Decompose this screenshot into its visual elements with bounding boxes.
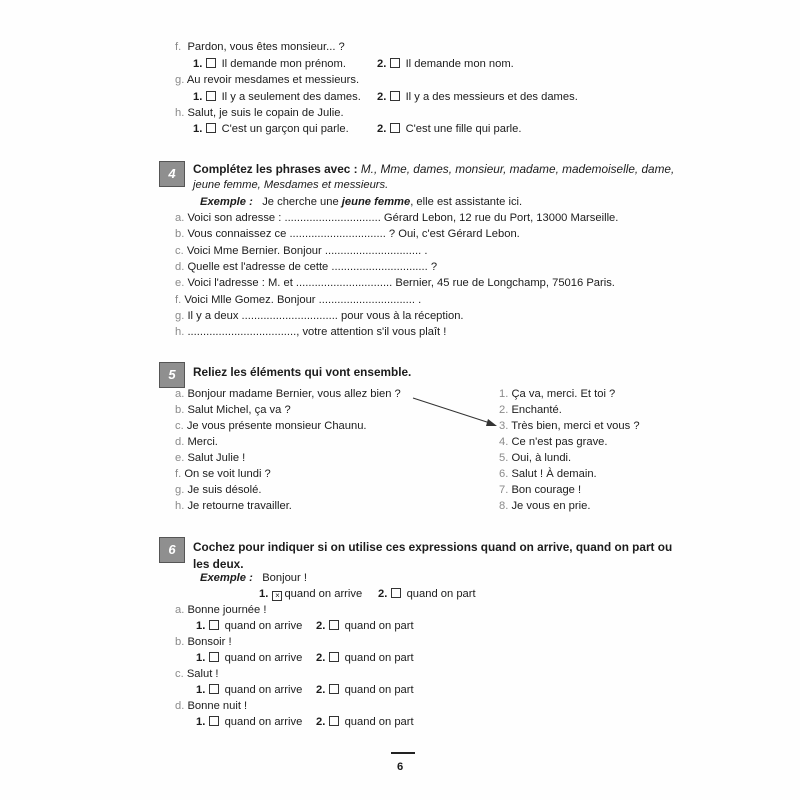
checkbox[interactable] <box>209 620 219 630</box>
exercise-5-badge: 5 <box>159 362 185 388</box>
ex3-item-g-option-2[interactable]: 2. Il y a des messieurs et des dames. <box>377 91 578 103</box>
ex4-item: a. Voici son adresse : ............................... Gérard Lebon, 12 rue du Port, 13000 Marseille. <box>175 212 619 224</box>
ex3-item-h-option-2[interactable]: 2. C'est une fille qui parle. <box>377 123 522 135</box>
exercise-4-example: Exemple : Je cherche une jeune femme, elle est assistante ici. <box>200 196 523 208</box>
ex5-left-item[interactable]: g. Je suis désolé. <box>175 484 262 496</box>
checkbox <box>391 588 401 598</box>
ex6-item-option-1[interactable]: 1. quand on arrive <box>196 684 303 696</box>
ex5-left-item[interactable]: e. Salut Julie ! <box>175 452 246 464</box>
exercise-4-badge: 4 <box>159 161 185 187</box>
ex6-item-option-1[interactable]: 1. quand on arrive <box>196 652 303 664</box>
checkbox[interactable] <box>329 652 339 662</box>
exercise-6-example: Exemple : Bonjour ! <box>200 572 307 584</box>
ex5-right-item[interactable]: 4. Ce n'est pas grave. <box>499 436 608 448</box>
ex4-item: e. Voici l'adresse : M. et ............................... Bernier, 45 rue de Longchamp, 75016 Paris. <box>175 277 615 289</box>
ex6-item: d. Bonne nuit ! <box>175 700 248 712</box>
ex5-right-item[interactable]: 2. Enchanté. <box>499 404 562 416</box>
ex6-item-option-2[interactable]: 2. quand on part <box>316 652 414 664</box>
page-number: 6 <box>397 761 404 773</box>
ex5-right-item[interactable]: 8. Je vous en prie. <box>499 500 591 512</box>
ex3-item-h: h. Salut, je suis le copain de Julie. <box>175 107 344 119</box>
exercise-4-title-cont: jeune femme, Mesdames et messieurs. <box>193 179 389 191</box>
ex4-item: d. Quelle est l'adresse de cette ............................... ? <box>175 261 438 273</box>
checkbox[interactable] <box>209 684 219 694</box>
ex5-right-item[interactable]: 3. Très bien, merci et vous ? <box>499 420 640 432</box>
ex4-item: f. Voici Mlle Gomez. Bonjour ............................... . <box>175 294 422 306</box>
ex4-item: c. Voici Mme Bernier. Bonjour ............................... . <box>175 245 428 257</box>
ex3-item-f-option-1[interactable]: 1. Il demande mon prénom. <box>193 58 346 70</box>
ex6-item-option-1[interactable]: 1. quand on arrive <box>196 620 303 632</box>
ex5-right-item[interactable]: 5. Oui, à lundi. <box>499 452 572 464</box>
exercise-6-title: Cochez pour indiquer si on utilise ces expressions quand on arrive, quand on part ou <box>193 540 673 554</box>
ex6-item: c. Salut ! <box>175 668 219 680</box>
checkbox[interactable] <box>329 684 339 694</box>
ex5-left-item[interactable]: f. On se voit lundi ? <box>175 468 271 480</box>
exercise-6-badge: 6 <box>159 537 185 563</box>
ex5-right-item[interactable]: 7. Bon courage ! <box>499 484 582 496</box>
ex4-item: b. Vous connaissez ce ............................... ? Oui, c'est Gérard Lebon. <box>175 228 520 240</box>
ex6-item-option-2[interactable]: 2. quand on part <box>316 684 414 696</box>
ex3-item-h-option-1[interactable]: 1. C'est un garçon qui parle. <box>193 123 349 135</box>
ex6-item-option-1[interactable]: 1. quand on arrive <box>196 716 303 728</box>
ex5-right-item[interactable]: 1. Ça va, merci. Et toi ? <box>499 388 616 400</box>
ex5-left-item[interactable]: d. Merci. <box>175 436 218 448</box>
ex6-item: a. Bonne journée ! <box>175 604 267 616</box>
checkbox[interactable] <box>329 716 339 726</box>
ex6-item-option-2[interactable]: 2. quand on part <box>316 620 414 632</box>
ex6-item: b. Bonsoir ! <box>175 636 232 648</box>
ex3-item-f: f. Pardon, vous êtes monsieur... ? <box>175 41 345 53</box>
ex6-item-option-2[interactable]: 2. quand on part <box>316 716 414 728</box>
ex4-item: h. ..................................., votre attention s'il vous plaît ! <box>175 326 447 338</box>
ex5-left-item[interactable]: a. Bonjour madame Bernier, vous allez bien ? <box>175 388 401 400</box>
checkbox[interactable] <box>329 620 339 630</box>
ex3-item-g: g. Au revoir mesdames et messieurs. <box>175 74 360 86</box>
ex5-left-item[interactable]: b. Salut Michel, ça va ? <box>175 404 291 416</box>
ex3-item-g-option-1[interactable]: 1. Il y a seulement des dames. <box>193 91 361 103</box>
checkbox[interactable] <box>209 716 219 726</box>
ex4-item: g. Il y a deux ............................... pour vous à la réception. <box>175 310 464 322</box>
ex5-left-item[interactable]: c. Je vous présente monsieur Chaunu. <box>175 420 367 432</box>
ex5-right-item[interactable]: 6. Salut ! À demain. <box>499 468 597 480</box>
exercise-6-example-option-2: 2. quand on part <box>378 588 476 600</box>
exercise-4-title: Complétez les phrases avec : M., Mme, dames, monsieur, madame, mademoiselle, dame, <box>193 162 675 176</box>
checkbox[interactable] <box>209 652 219 662</box>
checked-checkbox: × <box>272 591 282 601</box>
exercise-5-title: Reliez les éléments qui vont ensemble. <box>193 365 412 379</box>
exercise-6-example-option-1: 1. × quand on arrive <box>259 588 363 600</box>
ex3-item-f-option-2[interactable]: 2. Il demande mon nom. <box>377 58 514 70</box>
ex5-left-item[interactable]: h. Je retourne travailler. <box>175 500 292 512</box>
exercise-6-title-cont: les deux. <box>193 557 244 571</box>
page-number-rule <box>391 752 415 754</box>
